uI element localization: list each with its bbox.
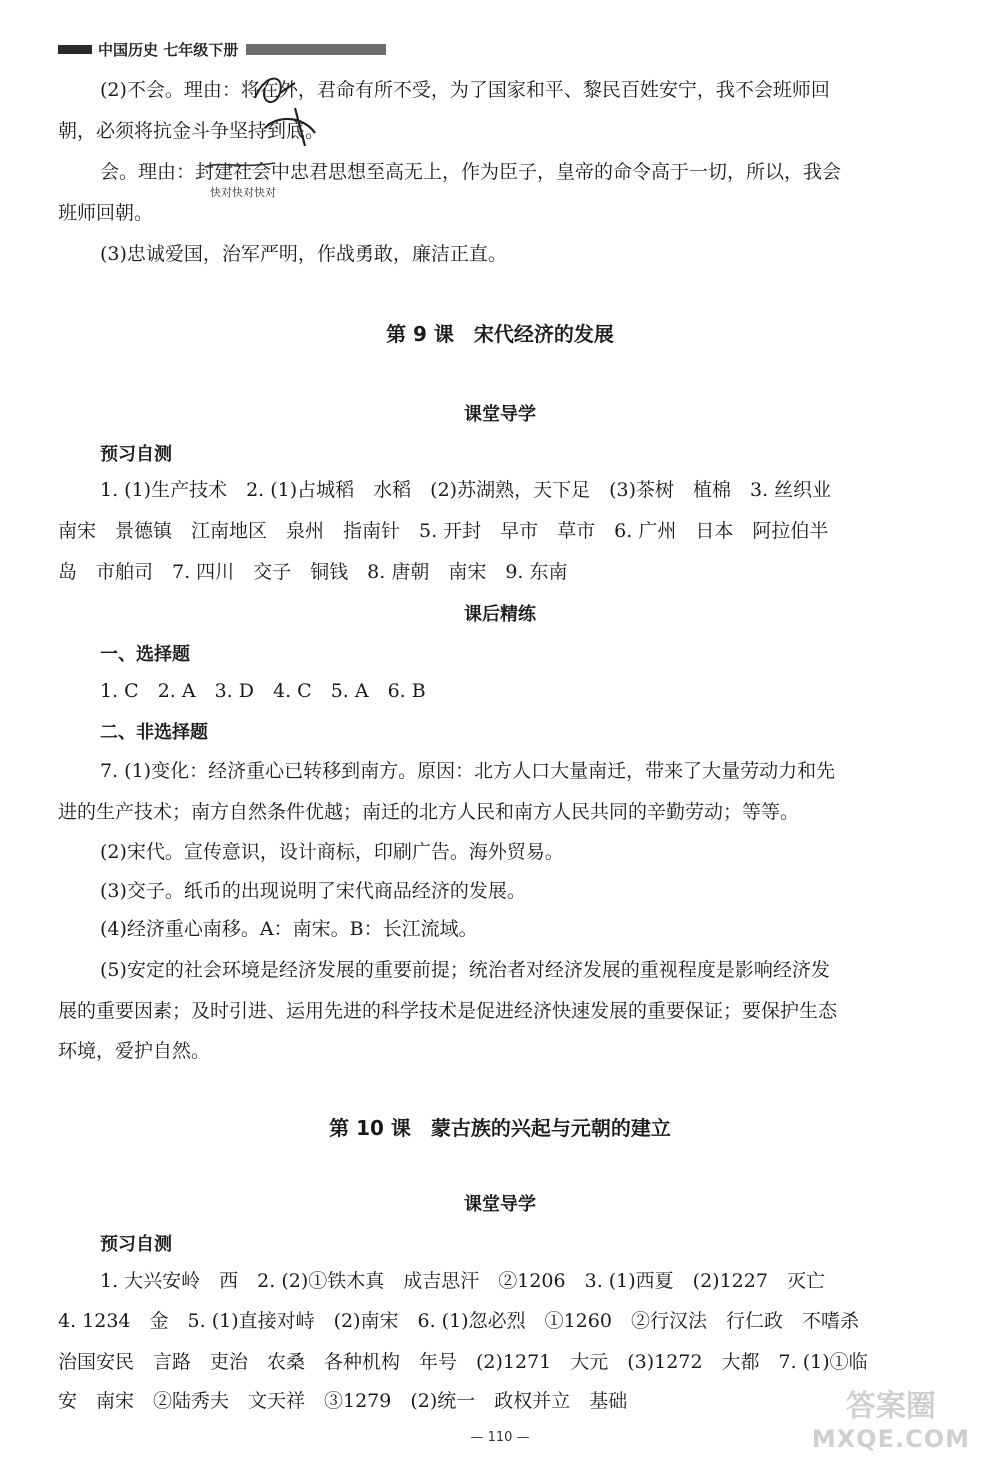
nonchoice-line: (3)交子。纸币的出现说明了宋代商品经济的发展。 [100,880,526,902]
page-number: — 110 — [470,1430,530,1445]
preview-line: 1. 大兴安岭 西 2. (2)①铁木真 成吉思汗 ②1206 3. (1)西夏 (2)1227 灭亡 [100,1270,825,1292]
nonchoice-line: 环境，爱护自然。 [58,1040,211,1062]
running-header [58,38,386,60]
preview-line: 1. (1)生产技术 2. (1)占城稻 水稻 (2)苏湖熟，天下足 (3)茶树 植棉 3. 丝织业 [100,479,832,501]
preview-line: 岛 市舶司 7. 四川 交子 铜钱 8. 唐朝 南宋 9. 东南 [58,561,568,583]
preview-line: 治国安民 言路 吏治 农桑 各种机构 年号 (2)1271 大元 (3)1272 大都 7. (1)①临 [58,1351,868,1373]
answer-line: (2)不会。理由：将在外，君命有所不受，为了国家和平、黎民百姓安宁，我不会班师回 [100,79,830,101]
lesson-10-preview-title: 预习自测 [100,1234,172,1255]
lesson-9-preview-title: 预习自测 [100,444,172,465]
nonchoice-line: (4)经济重心南移。A：南宋。B：长江流域。 [100,918,478,940]
header-title: 中国历史 七年级下册 [98,40,239,59]
answer-line: (3)忠诚爱国，治军严明，作战勇敢，廉洁正直。 [100,243,507,265]
header-redacted-bar [246,44,386,55]
lesson-9-guide-title: 课堂导学 [464,404,536,425]
nonchoice-line: 7. (1)变化：经济重心已转移到南方。原因：北方人口大量南迁，带来了大量劳动力和先 [100,760,836,782]
watermark-text: 答案圈 [845,1389,936,1424]
choice-answers: 1. C 2. A 3. D 4. C 5. A 6. B [100,680,426,702]
preview-line: 南宋 景德镇 江南地区 泉州 指南针 5. 开封 早市 草市 6. 广州 日本 阿拉伯半 [58,520,829,542]
answer-line: 会。理由：封建社会中忠君思想至高无上，作为臣子，皇帝的命令高于一切，所以，我会 [100,161,842,183]
answer-line: 朝，必须将抗金斗争坚持到底。 [58,120,325,142]
nonchoice-line: 展的重要因素；及时引进、运用先进的科学技术是促进经济快速发展的重要保证；要保护生态 [58,1000,838,1022]
handwritten-note: 快对快对快对 [210,186,276,199]
header-decor-bar [58,45,92,54]
nonchoice-section-title: 二、非选择题 [100,722,208,743]
answer-line: 班师回朝。 [58,202,154,224]
preview-line: 4. 1234 金 5. (1)直接对峙 (2)南宋 6. (1)忽必烈 ①1260 ②行汉法 行仁政 不嗜杀 [58,1310,859,1332]
watermark-logo [812,1381,970,1453]
lesson-10-guide-title: 课堂导学 [464,1194,536,1215]
nonchoice-line: (2)宋代。宣传意识，设计商标，印刷广告。海外贸易。 [100,841,564,863]
nonchoice-line: 进的生产技术；南方自然条件优越；南迁的北方人民和南方人民共同的辛勤劳动；等等。 [58,801,800,823]
watermark-url: MXQE.COM [811,1425,970,1453]
choice-section-title: 一、选择题 [100,644,190,665]
lesson-9-title: 第 9 课 宋代经济的发展 [386,322,614,346]
preview-line: 安 南宋 ②陆秀夫 文天祥 ③1279 (2)统一 政权并立 基础 [58,1390,628,1412]
nonchoice-line: (5)安定的社会环境是经济发展的重要前提；统治者对经济发展的重视程度是影响经济发 [100,959,830,981]
lesson-9-practice-title: 课后精练 [464,604,536,625]
lesson-10-title: 第 10 课 蒙古族的兴起与元朝的建立 [329,1116,671,1140]
